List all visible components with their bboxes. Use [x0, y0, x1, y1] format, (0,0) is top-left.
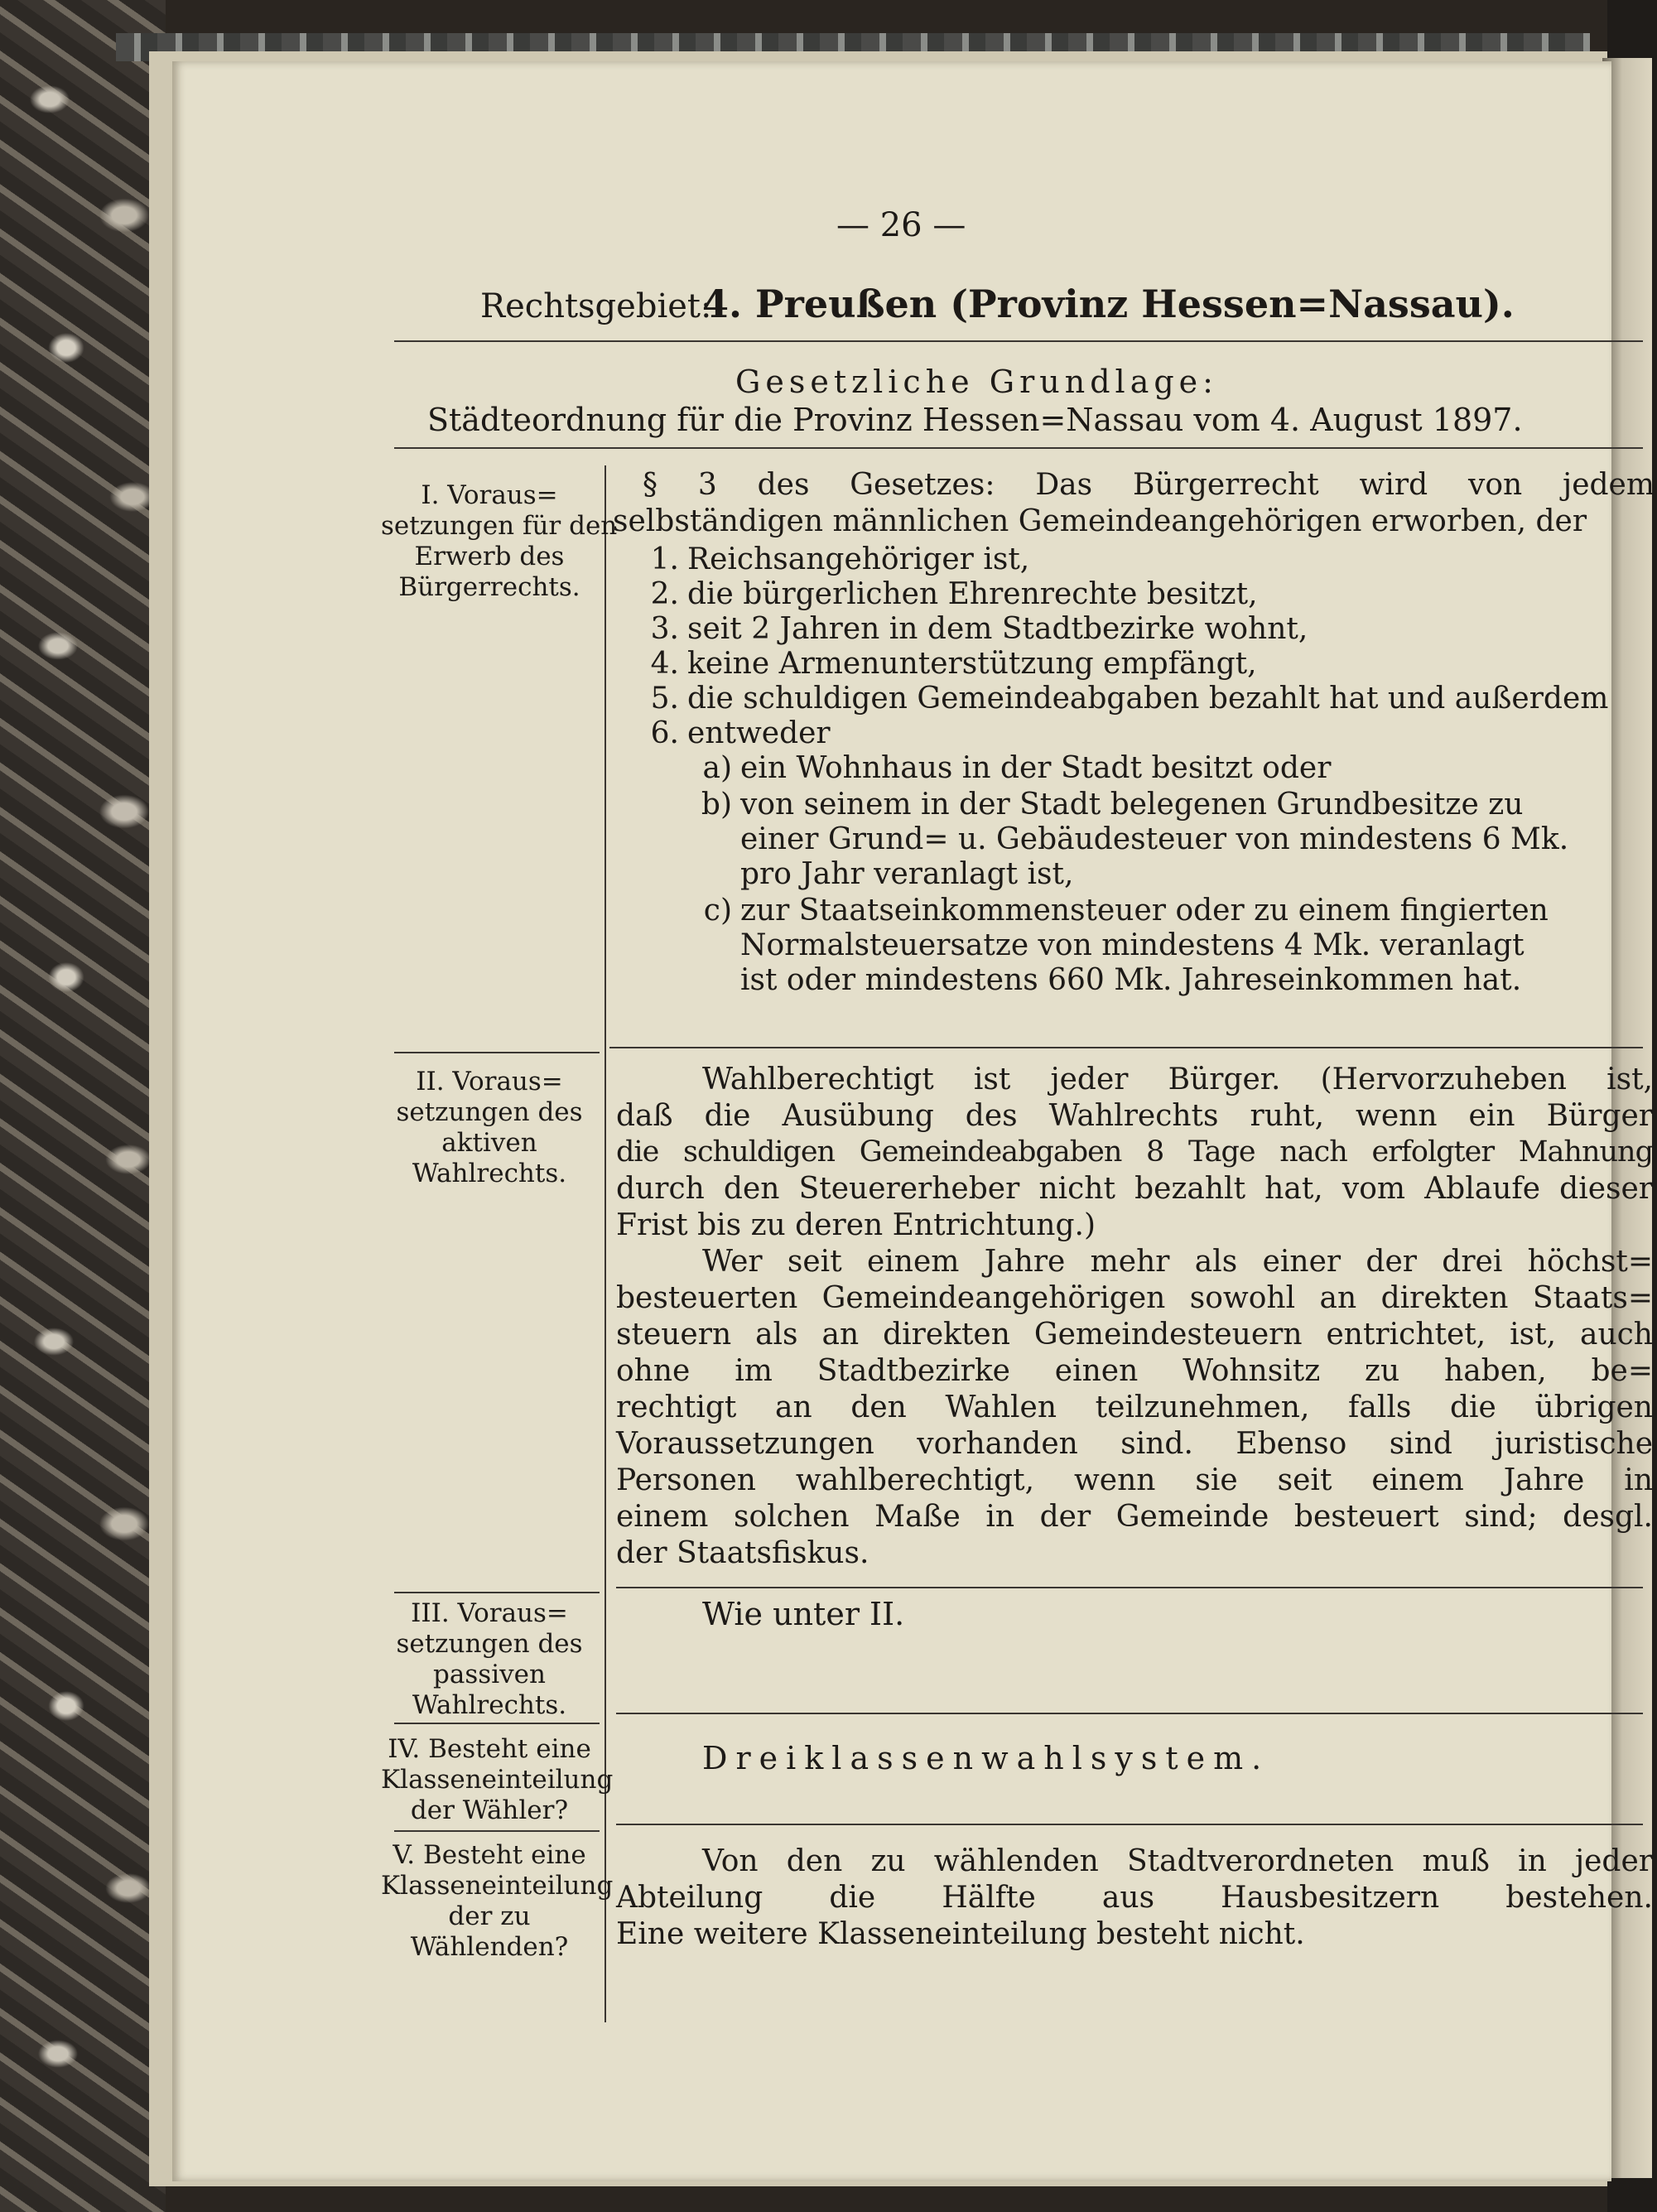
- paragraph-line: Von den zu wählenden Stadtverordneten muß in jeder: [702, 1844, 1653, 1878]
- section-1-label: I. Voraus= setzungen für den Erwerb des Bürgerrechts.: [381, 480, 618, 602]
- header-rule: [394, 340, 1643, 342]
- item-text: seit 2 Jahren in dem Stadtbezirke wohnt,: [687, 612, 1308, 646]
- section-rule: [616, 1713, 1643, 1714]
- paragraph-line: Wahlberechtigt ist jeder Bürger. (Hervorzuheben ist,: [702, 1063, 1653, 1096]
- paragraph-line: der Staatsfiskus.: [616, 1536, 869, 1570]
- paragraph-line: die schuldigen Gemeindeabgaben 8 Tage nach erfolgter Mahnung: [616, 1135, 1653, 1169]
- paragraph-line: rechtigt an den Wahlen teilzunehmen, falls die übrigen: [616, 1390, 1653, 1424]
- subitem-label: c): [703, 894, 732, 928]
- section-rule: [394, 1723, 600, 1724]
- basis-law: Städteordnung für die Provinz Hessen=Nassau vom 4. August 1897.: [427, 402, 1523, 438]
- item-text: die bürgerlichen Ehrenrechte besitzt,: [687, 577, 1258, 611]
- item-number: 2.: [650, 577, 679, 611]
- basis-heading: Gesetzliche Grundlage:: [735, 364, 1218, 400]
- subitem-label: b): [701, 788, 732, 822]
- header-title: 4. Preußen (Provinz Hessen=Nassau).: [702, 282, 1515, 326]
- section-4-text: Dreiklassenwahlsystem.: [702, 1740, 1270, 1776]
- item-number: 5.: [650, 682, 679, 716]
- item-text: die schuldigen Gemeindeabgaben bezahlt hat und außerdem: [687, 682, 1609, 716]
- basis-rule: [394, 447, 1643, 449]
- item-number: 1.: [650, 542, 679, 576]
- section-1-intro-line: selbständigen männlichen Gemeindeangehörigen erworben, der: [613, 504, 1587, 538]
- paragraph-line: durch den Steuererheber nicht bezahlt hat, vom Ablaufe dieser: [616, 1172, 1653, 1206]
- section-rule: [394, 1592, 600, 1593]
- section-rule: [616, 1824, 1643, 1825]
- paragraph-line: Wer seit einem Jahre mehr als einer der drei höchst=: [702, 1245, 1653, 1279]
- section-rule: [609, 1047, 1643, 1048]
- header-prefix: Rechtsgebiet:: [480, 287, 712, 325]
- section-1-intro-line: § 3 des Gesetzes: Das Bürgerrecht wird von jedem: [643, 468, 1655, 502]
- section-3-text: Wie unter II.: [702, 1596, 905, 1632]
- paragraph-line: Personen wahlberechtigt, wenn sie seit einem Jahre in: [616, 1463, 1653, 1497]
- marbled-cover: [0, 0, 166, 2212]
- paragraph-line: steuern als an direkten Gemeindesteuern entrichtet, ist, auch: [616, 1318, 1653, 1352]
- paragraph-line: ohne im Stadtbezirke einen Wohnsitz zu haben, be=: [616, 1354, 1653, 1388]
- paragraph-line: Frist bis zu deren Entrichtung.): [616, 1208, 1096, 1242]
- paragraph-line: einem solchen Maße in der Gemeinde besteuert sind; desgl.: [616, 1500, 1653, 1534]
- section-3-label: III. Voraus= setzungen des passiven Wahlrechts.: [396, 1598, 583, 1720]
- item-number: 3.: [650, 612, 679, 646]
- subitem-line: ein Wohnhaus in der Stadt besitzt oder: [740, 751, 1332, 785]
- item-number: 4.: [650, 647, 679, 681]
- item-number: 6.: [650, 716, 679, 750]
- section-rule: [394, 1830, 600, 1832]
- book-page: [172, 61, 1655, 2181]
- item-text: entweder: [687, 716, 831, 750]
- paragraph-line: Voraussetzungen vorhanden sind. Ebenso sind juristische: [616, 1427, 1653, 1461]
- section-4-label: IV. Besteht eine Klasseneinteilung der Wähler?: [381, 1734, 614, 1825]
- section-5-label: V. Besteht eine Klasseneinteilung der zu Wählenden?: [381, 1840, 614, 1962]
- subitem-line: von seinem in der Stadt belegenen Grundbesitze zu: [740, 788, 1524, 822]
- item-text: Reichsangehöriger ist,: [687, 542, 1030, 576]
- subitem-line: pro Jahr veranlagt ist,: [740, 857, 1074, 891]
- subitem-line: zur Staatseinkommensteuer oder zu einem fingierten: [740, 894, 1549, 928]
- paragraph-line: besteuerten Gemeindeangehörigen sowohl an direkten Staats=: [616, 1281, 1653, 1315]
- item-text: keine Armenunterstützung empfängt,: [687, 647, 1257, 681]
- page-number: — 26 —: [836, 206, 966, 244]
- section-rule: [394, 1052, 600, 1053]
- subitem-line: ist oder mindestens 660 Mk. Jahreseinkommen hat.: [740, 963, 1522, 997]
- paragraph-line: Eine weitere Klasseneinteilung besteht nicht.: [616, 1917, 1305, 1951]
- subitem-label: a): [702, 751, 732, 785]
- subitem-line: einer Grund= u. Gebäudesteuer von mindestens 6 Mk.: [740, 822, 1569, 856]
- section-2-label: II. Voraus= setzungen des aktiven Wahlrechts.: [396, 1067, 583, 1188]
- subitem-line: Normalsteuersatze von mindestens 4 Mk. veranlagt: [740, 928, 1525, 962]
- paragraph-line: daß die Ausübung des Wahlrechts ruht, wenn ein Bürger: [616, 1099, 1653, 1133]
- section-rule: [616, 1587, 1643, 1588]
- paragraph-line: Abteilung die Hälfte aus Hausbesitzern bestehen.: [616, 1881, 1653, 1915]
